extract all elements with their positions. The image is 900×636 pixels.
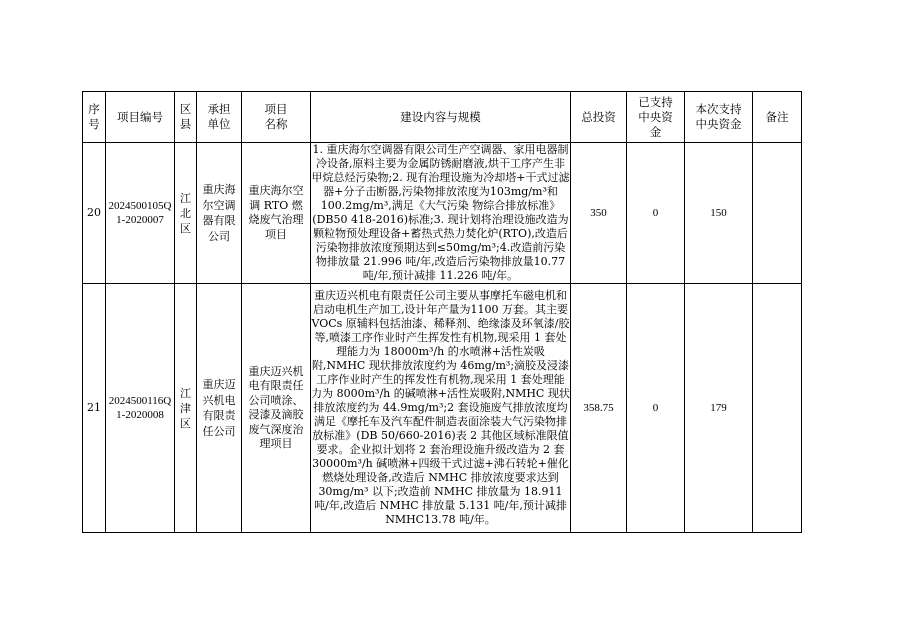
header-district: 区县	[175, 92, 197, 143]
cell-content: 重庆迈兴机电有限责任公司主要从事摩托车磁电机和启动电机生产加工,设计年产量为1100 万套。其主要 VOCs 原辅料包括油漆、稀释剂、绝缘漆及环氧漆/胶等,喷漆工序作业时产生挥发性有机物,现采用 1 套处理能力为 18000m³/h 的水喷淋+活性炭吸附,NMHC 现状排放浓度约为 46mg/m³;滴胶及浸漆工序作业时产生的挥发性有机物,现采用 1 套处理能力为 8000m³/h 的碱喷淋+活性炭吸附,NMHC 现状排放浓度约为 44.9mg/m³;2 套设施废气排放浓度均满足《摩托车及汽车配件制造表面涂装大气污染物排放标准》(DB 50/660-2016)表 2 其他区域标准限值要求。企业拟计划将 2 套治理设施升级改造为 2 套 30000m³/h 碱喷淋+四级干式过滤+沸石转轮+催化燃烧处理设备,改造后 NMHC 排放浓度要求达到 30mg/m³ 以下;改造前 NMHC 排放量为 18.911 吨/年,改造后 NMHC 排放量 5.131 吨/年,预计减排 NMHC13.78 吨/年。	[311, 284, 571, 533]
cell-supported: 0	[627, 143, 685, 284]
cell-district: 江北区	[175, 143, 197, 284]
project-table	[82, 91, 802, 533]
cell-supported: 0	[627, 284, 685, 533]
cell-name: 重庆迈兴机电有限责任公司喷涂、浸漆及滴胶废气深度治理项目	[242, 284, 311, 533]
cell-current: 150	[685, 143, 753, 284]
header-unit: 承担单位	[197, 92, 242, 143]
cell-no: 20	[83, 143, 106, 284]
cell-total: 358.75	[571, 284, 627, 533]
header-content: 建设内容与规模	[311, 92, 571, 143]
cell-district: 江津区	[175, 284, 197, 533]
cell-current: 179	[685, 284, 753, 533]
cell-code: 2024500116Q1-2020008	[106, 284, 175, 533]
header-total: 总投资	[571, 92, 627, 143]
cell-content: 1. 重庆海尔空调器有限公司生产空调器、家用电器制冷设备,原料主要为金属防锈耐磨液,烘干工序产生非甲烷总烃污染物;2. 现有治理设施为冷却塔+干式过滤器+分子击断器,污染物排放浓度为103mg/m³和 100.2mg/m³,满足《大气污染 物综合排放标准》(DB50 418-2016)标准;3. 现计划将治理设施改造为颗粒物预处理设备+蓄热式热力焚化炉(RTO),改造后污染物排放浓度预期达到≤50mg/m³;4.改造前污染物排放量 21.996 吨/年,改造后污染物排放量10.77 吨/年,预计减排 11.226 吨/年。	[311, 143, 570, 282]
cell-note	[753, 143, 802, 284]
table-row	[83, 284, 802, 533]
cell-unit: 重庆迈兴机电有限责任公司	[197, 284, 242, 533]
table-row	[83, 143, 802, 284]
cell-no: 21	[83, 284, 106, 533]
header-name: 项目名称	[242, 92, 311, 143]
cell-note	[753, 284, 802, 533]
header-supported: 已支持中央资金	[627, 92, 685, 143]
cell-unit: 重庆海尔空调器有限公司	[197, 143, 242, 284]
cell-code: 2024500105Q1-2020007	[106, 143, 175, 284]
header-note: 备注	[753, 92, 802, 143]
header-no: 序号	[83, 92, 106, 143]
header-current: 本次支持中央资金	[685, 92, 753, 143]
table-header-row	[83, 92, 802, 143]
cell-total: 350	[571, 143, 627, 284]
header-code: 项目编号	[106, 92, 175, 143]
cell-name: 重庆海尔空调 RTO 燃烧废气治理项目	[242, 143, 311, 284]
